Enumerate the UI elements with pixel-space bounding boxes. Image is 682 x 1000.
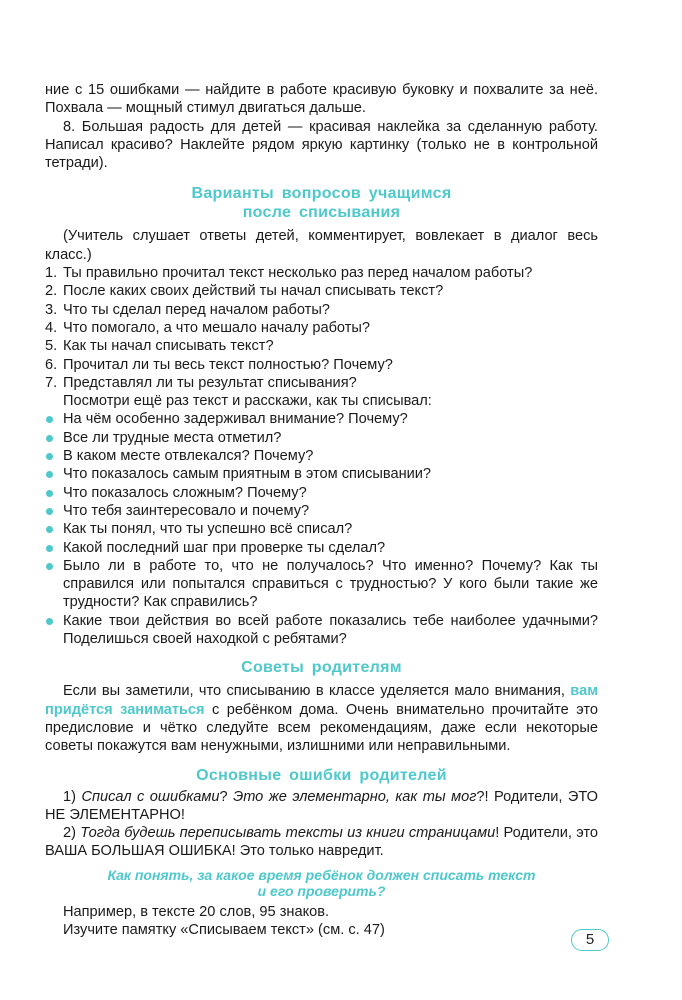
highlight-text: вам придётся заниматься [45,683,598,718]
list-item [45,337,598,355]
item-text: Как ты начал списывать текст? [63,338,274,355]
teacher-note: (Учитель слушает ответы детей, комментирует, вовлекает в диалог весь класс.) [45,228,598,263]
list-item [45,264,598,282]
list-item [45,356,598,374]
bullet-dot-icon [46,545,53,552]
subtitle-question: Как понять, за какое время ребёнок должен списать текст и его проверить? [107,866,536,899]
item-number: 4. [45,319,58,336]
list-item [45,319,598,337]
bullet-item: Что показалось самым приятным в этом списывании? [45,465,598,483]
bullet-dot-icon [46,618,53,625]
bullet-item: Какие твои действия во всей работе показались тебе наиболее удачными? Поделишься своей находкой с ребятами? [45,612,598,649]
section-title-parents: Советы родителям [241,659,402,677]
intro-paragraph-8: 8. Большая радость для детей — красивая наклейка за сделанную работу. Написал красиво? Наклейте рядом яркую картинку (только не в контрольной тетради). [45,118,598,172]
bullet-dot-icon [46,490,53,497]
bullet-item: Какой последний шаг при проверке ты сделал? [45,539,598,557]
item-number: 1. [45,265,58,282]
item-number: 3. [45,301,58,318]
bullet-dot-icon [46,508,53,515]
section-title-line: Варианты вопросов учащимся [191,185,452,203]
bullet-item: Что тебя заинтересовало и почему? [45,502,598,520]
item-text: Что ты сделал перед началом работы? [63,301,330,318]
list-item [45,282,598,300]
bullet-list [45,410,598,648]
question-list [45,264,598,392]
bullet-item: Что показалось сложным? Почему? [45,484,598,502]
bullet-dot-icon [46,453,53,460]
item-number: 6. [45,356,58,373]
example-text: Например, в тексте 20 слов, 95 знаков. [63,903,330,920]
item-text: Представлял ли ты результат списывания? [63,374,357,391]
parents-paragraph: Если вы заметили, что списыванию в классе уделяется мало внимания, вам придётся заниматься с ребёнком дома. Очень внимательно прочитайте это предисловие и чётко следуйте всем рекомендациям, даже если некоторые советы покажутся вам ненужными, излишними или неправильными. [45,683,598,755]
section-title-questions [45,184,598,222]
bullet-item: На чём особенно задерживал внимание? Почему? [45,410,598,428]
list-item [45,374,598,392]
page-number: 5 [571,929,609,951]
bullet-lead: Посмотри ещё раз текст и расскажи, как ты списывал: [63,393,432,410]
bullet-dot-icon [46,526,53,533]
memo-reference: Изучите памятку «Списываем текст» (см. с. 47) [63,921,385,938]
item-text: Прочитал ли ты весь текст полностью? Почему? [63,356,393,373]
bullet-item: В каком месте отвлекался? Почему? [45,447,598,465]
intro-paragraph: ние с 15 ошибками — найдите в работе красивую буковку и похвалите за неё. Похвала — мощный стимул двигаться дальше. [45,82,598,117]
bullet-item: Как ты понял, что ты успешно всё списал? [45,520,598,538]
item-number: 7. [45,374,58,391]
item-text: После каких своих действий ты начал списывать текст? [63,283,444,300]
item-number: 5. [45,338,58,355]
mistake-item-1: 1) Списал с ошибками? Это же элементарно, как ты мог?! Родители, ЭТО НЕ ЭЛЕМЕНТАРНО! [45,788,598,823]
bullet-item: Все ли трудные места отметил? [45,429,598,447]
bullet-dot-icon [46,471,53,478]
mistake-item-2: 2) Тогда будешь переписывать тексты из книги страницами! Родители, это ВАША БОЛЬШАЯ ОШИБКА! Это только навредит. [45,825,598,860]
section-title-mistakes: Основные ошибки родителей [196,766,447,784]
item-text: Что помогало, а что мешало началу работы? [63,319,371,336]
section-title-line: после списывания [242,204,401,222]
bullet-item: Было ли в работе то, что не получалось? Что именно? Почему? Как ты справился или попытался справиться с трудностью? У кого были такие же трудности? Как справились? [45,557,598,612]
page-body [45,81,598,939]
bullet-dot-icon [46,435,53,442]
bullet-dot-icon [46,416,53,423]
bullet-dot-icon [46,563,53,570]
item-number: 2. [45,283,58,300]
list-item [45,301,598,319]
item-text: Ты правильно прочитал текст несколько раз перед началом работы? [63,265,533,282]
